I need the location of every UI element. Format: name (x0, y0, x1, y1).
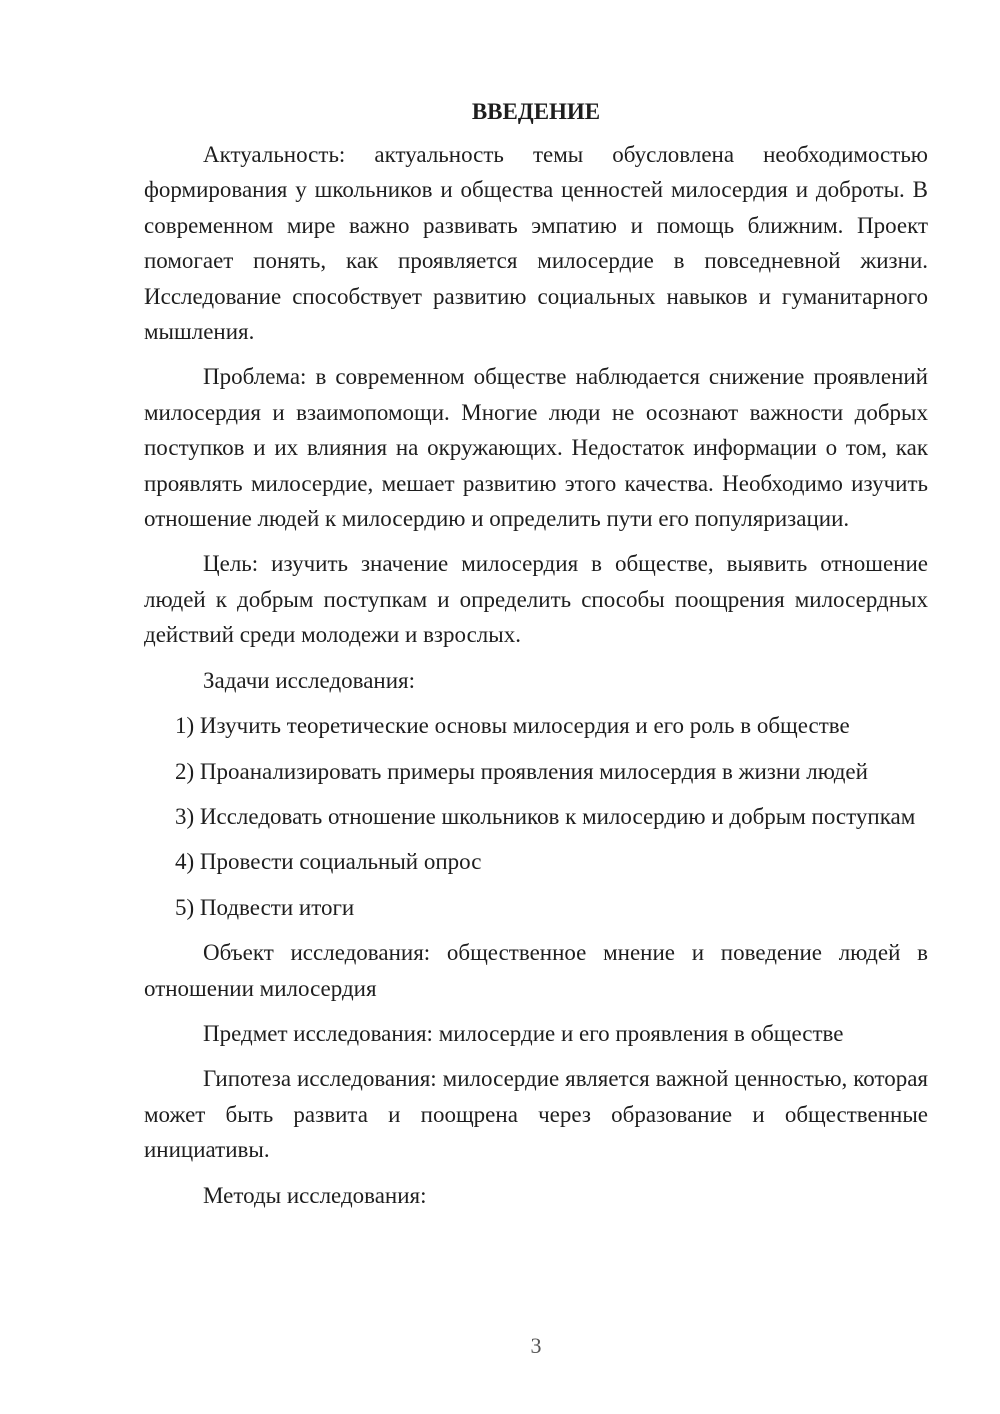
document-page (144, 95, 928, 1223)
task-item-3: 3) Исследовать отношение школьников к милосердию и добрым поступкам (175, 803, 916, 829)
page-number: 3 (530, 1333, 542, 1358)
goal-paragraph: Цель: изучить значение милосердия в обществе, выявить отношение людей к добрым поступкам и определить способы поощрения милосердных действий среди молодежи и взрослых. (144, 551, 928, 648)
task-item-5: 5) Подвести итоги (175, 894, 355, 920)
tasks-heading: Задачи исследования: (203, 667, 416, 693)
methods-heading: Методы исследования: (203, 1182, 427, 1208)
task-item-4: 4) Провести социальный опрос (175, 849, 482, 875)
hypothesis-paragraph: Гипотеза исследования: милосердие является важной ценностью, которая может быть развита и поощрена через образование и общественные инициативы. (144, 1066, 928, 1163)
subject-paragraph: Предмет исследования: милосердие и его проявления в обществе (203, 1020, 844, 1046)
relevance-paragraph: Актуальность: актуальность темы обусловлена необходимостью формирования у школьников и общества ценностей милосердия и доброты. В современном мире важно развивать эмпатию и помощь ближним. Проект помогает понять, как проявляется милосердие в повседневной жизни. Исследование способствует развитию социальных навыков и гуманитарного мышления. (144, 142, 928, 345)
problem-paragraph: Проблема: в современном обществе наблюдается снижение проявлений милосердия и взаимопомощи. Многие люди не осознают важности добрых поступков и их влияния на окружающих. Недостаток информации о том, как проявлять милосердие, мешает развитию этого качества. Необходимо изучить отношение людей к милосердию и определить пути его популяризации. (144, 364, 928, 532)
task-item-2: 2) Проанализировать примеры проявления милосердия в жизни людей (175, 758, 868, 784)
task-item-1: 1) Изучить теоретические основы милосердия и его роль в обществе (175, 713, 850, 739)
object-paragraph: Объект исследования: общественное мнение и поведение людей в отношении милосердия (144, 940, 928, 1001)
section-heading: ВВЕДЕНИЕ (471, 99, 601, 124)
